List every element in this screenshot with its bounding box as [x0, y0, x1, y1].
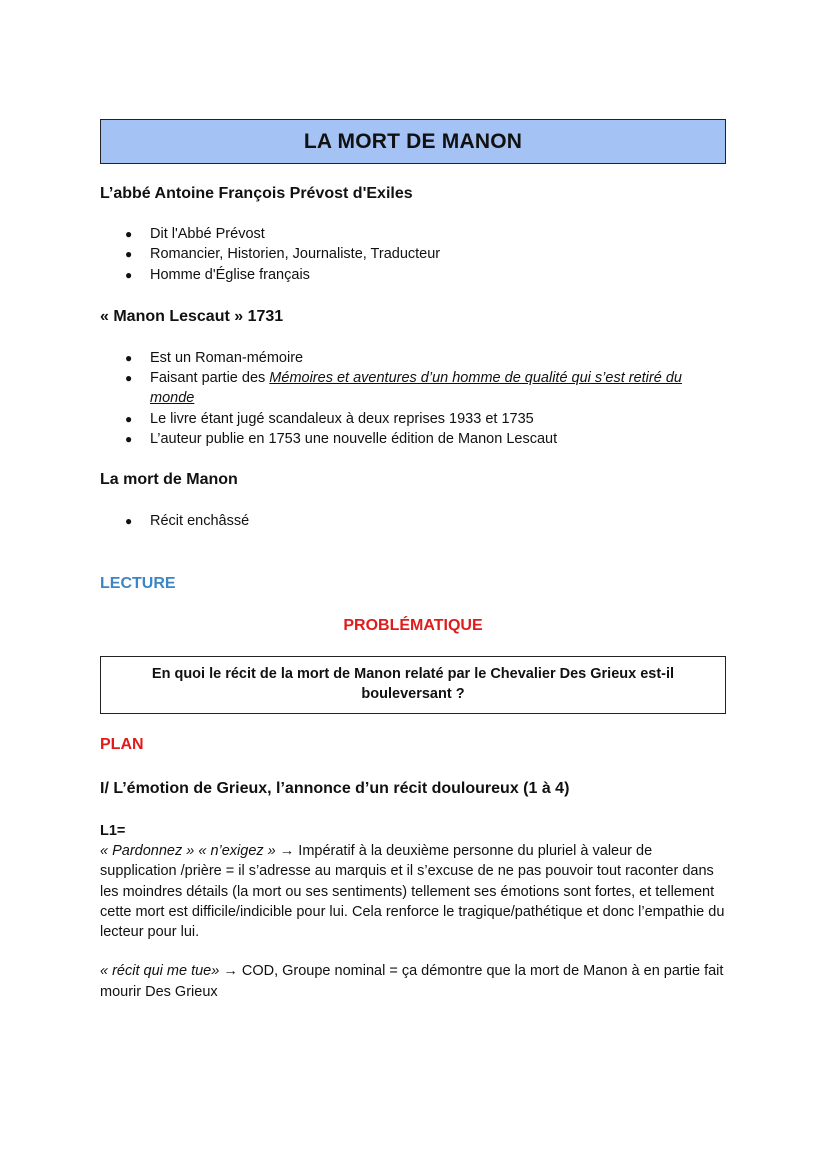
- work-list: [100, 348, 726, 449]
- excerpt-list: [100, 511, 726, 531]
- bullet-icon: ●: [125, 411, 133, 426]
- list-item: ● Homme d'Église français: [100, 265, 726, 285]
- excerpt-heading: La mort de Manon: [100, 471, 238, 489]
- analysis-paragraph-1: [100, 821, 726, 943]
- bullet-icon: ●: [125, 514, 133, 529]
- bullet-icon: ●: [125, 350, 133, 365]
- author-list: [100, 224, 726, 285]
- author-heading: L’abbé Antoine François Prévost d'Exiles: [100, 185, 413, 202]
- bullet-icon: ●: [125, 432, 133, 447]
- list-item: ● Romancier, Historien, Journaliste, Traducteur: [100, 244, 726, 264]
- lecture-label: LECTURE: [100, 574, 176, 592]
- list-item: ● Est un Roman-mémoire: [100, 348, 726, 368]
- bullet-icon: ●: [125, 227, 133, 241]
- problematique-question-box: [100, 656, 726, 714]
- analysis-paragraph-2: [100, 961, 726, 1002]
- bullet-icon: ●: [125, 267, 133, 282]
- part1-title: I/ L’émotion de Grieux, l’annonce d’un récit douloureux (1 à 4): [100, 779, 570, 797]
- memoires-title-link: Mémoires et aventures d’un homme de qualité qui s’est retiré du: [269, 370, 682, 387]
- work-heading: « Manon Lescaut » 1731: [100, 307, 284, 325]
- list-item: ● Faisant partie des Mémoires et aventures d’un homme de qualité qui s’est retiré du monde: [125, 370, 682, 407]
- bullet-icon: ●: [125, 371, 133, 386]
- list-item: ● L’auteur publie en 1753 une nouvelle édition de Manon Lescaut: [100, 429, 726, 449]
- list-item: ● Dit l'Abbé Prévost: [100, 224, 726, 244]
- plan-label: PLAN: [100, 735, 144, 753]
- quote-2: « récit qui me tue»: [100, 963, 220, 980]
- quote-1-analysis: → Impératif à la deuxième personne du pluriel à valeur de supplication /prière = il s’adresse au marquis et il s’excuse de ne pas pouvoir tout raconter dans les moindres détails (la mort ou ses sentiments) tellement ses émotions sont fortes, et tellement cette mort est difficile/indicible pour lui. Cela renforce le tragique/pathétique et donc l’empathie du lecteur pour lui.: [100, 842, 725, 941]
- problematique-label: PROBLÉMATIQUE: [343, 616, 483, 634]
- quote-1: « Pardonnez » « n’exigez »: [100, 842, 276, 859]
- quote-2-analysis: → COD, Groupe nominal = ça démontre que la mort de Manon à en partie fait mourir Des Grieux: [100, 963, 724, 1000]
- title-box: [100, 119, 726, 164]
- document-page: [100, 119, 726, 1002]
- list-item: ● Récit enchâssé: [100, 511, 726, 531]
- problematique-question: En quoi le récit de la mort de Manon relaté par le Chevalier Des Grieux est-il bouleversant ?: [151, 665, 675, 703]
- bullet-icon: ●: [125, 247, 133, 262]
- line-label: L1=: [100, 822, 126, 839]
- memoires-title-link-cont: monde: [150, 390, 195, 407]
- list-item: ● Le livre étant jugé scandaleux à deux reprises 1933 et 1735: [100, 409, 726, 429]
- page-title: LA MORT DE MANON: [303, 129, 523, 153]
